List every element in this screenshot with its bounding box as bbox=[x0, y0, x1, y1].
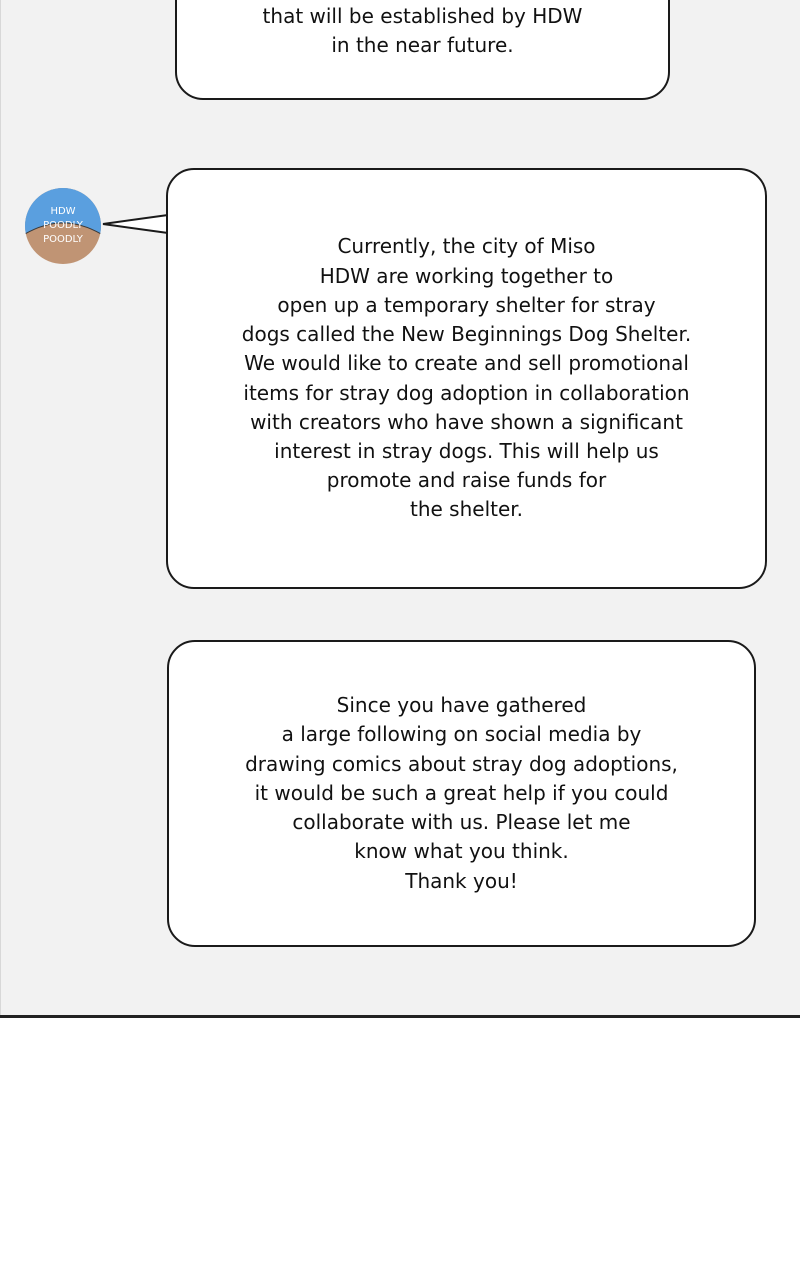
speech-bubble-tail bbox=[100, 210, 172, 240]
panel-border bbox=[0, 1015, 800, 1018]
speech-bubble-2 bbox=[166, 168, 767, 589]
avatar bbox=[25, 188, 101, 264]
avatar-label: HDW POODLY POODLY bbox=[43, 206, 83, 245]
speech-bubble-3 bbox=[167, 640, 756, 947]
speech-bubble-text: Currently, the city of Miso HDW are working together to open up a temporary shelter for stray dogs called the New Beginnings Dog Shelter. We would like to create and sell promotional items for stray dog adoption in collaboration with creators who have shown a significant interest in stray dogs. This will help us promote and raise funds for the shelter. bbox=[241, 234, 692, 522]
speech-bubble-1 bbox=[175, 0, 670, 100]
speech-bubble-text: that will be established by HDW in the near future. bbox=[262, 3, 583, 57]
speech-bubble-text: Since you have gathered a large following on social media by drawing comics about stray dog adoptions, it would be such a great help if you could collaborate with us. Please let me know what you think. Thank you! bbox=[245, 693, 678, 893]
